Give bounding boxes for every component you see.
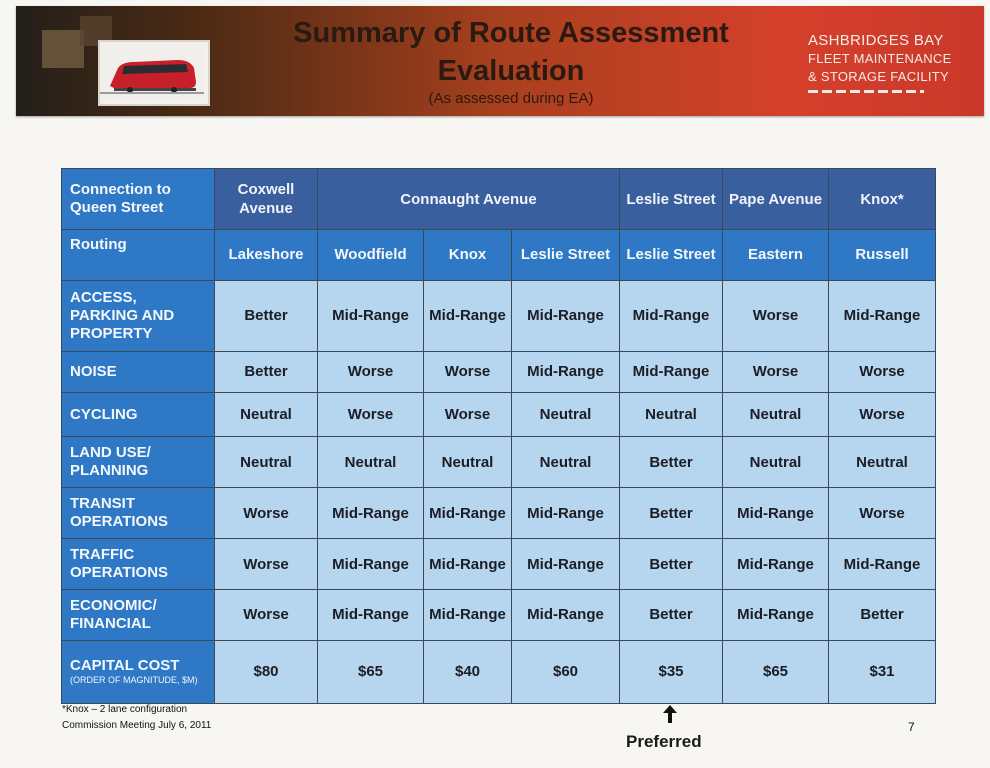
- table-cell: Worse: [424, 392, 512, 437]
- header-row-routing: [62, 230, 936, 281]
- table-cell: Mid-Range: [424, 590, 512, 641]
- table-cell: Better: [620, 488, 723, 539]
- table-row-capital-cost: [62, 640, 936, 703]
- table-row: [62, 488, 936, 539]
- title-banner: [16, 6, 984, 116]
- table-cell: Mid-Range: [723, 488, 829, 539]
- column-header: Knox*: [829, 169, 936, 230]
- route-assessment-table: [61, 168, 936, 704]
- decor-square: [42, 30, 84, 68]
- table-row: [62, 280, 936, 351]
- table-cell: Mid-Range: [723, 539, 829, 590]
- brand-line: & STORAGE FACILITY: [808, 69, 949, 84]
- table-cell: Worse: [318, 352, 424, 393]
- table-cell: $31: [829, 640, 936, 703]
- row-label: ECONOMIC/ FINANCIAL: [62, 590, 215, 641]
- brand-line: FLEET MAINTENANCE: [808, 51, 952, 66]
- table-cell: Mid-Range: [829, 539, 936, 590]
- table-cell: Mid-Range: [424, 280, 512, 351]
- column-header: Pape Avenue: [723, 169, 829, 230]
- header-row-connection: [62, 169, 936, 230]
- row-label: CYCLING: [62, 392, 215, 437]
- arrow-up-icon: [660, 704, 680, 729]
- page-subtitle: (As assessed during EA): [428, 90, 594, 107]
- row-label: LAND USE/ PLANNING: [62, 437, 215, 488]
- table-cell: Mid-Range: [512, 352, 620, 393]
- table-cell: Worse: [215, 590, 318, 641]
- table-cell: Mid-Range: [512, 488, 620, 539]
- table-cell: $35: [620, 640, 723, 703]
- table-cell: Mid-Range: [318, 539, 424, 590]
- table-cell: Better: [620, 590, 723, 641]
- table-cell: Worse: [829, 392, 936, 437]
- table-cell: $65: [318, 640, 424, 703]
- footnote: *Knox – 2 lane configuration: [62, 704, 188, 715]
- table-cell: Mid-Range: [318, 488, 424, 539]
- table-row: [62, 392, 936, 437]
- streetcar-image: [98, 40, 210, 106]
- capital-cost-label: CAPITAL COST: [70, 657, 180, 675]
- table-cell: Worse: [424, 352, 512, 393]
- column-header: Woodfield: [318, 230, 424, 281]
- column-header: Coxwell Avenue: [215, 169, 318, 230]
- table-cell: Better: [215, 280, 318, 351]
- row-label: ACCESS, PARKING AND PROPERTY: [62, 280, 215, 351]
- table-row: [62, 352, 936, 393]
- table-row: [62, 437, 936, 488]
- table-cell: Mid-Range: [512, 280, 620, 351]
- table-row: [62, 590, 936, 641]
- table-cell: Mid-Range: [424, 539, 512, 590]
- table-cell: Mid-Range: [723, 590, 829, 641]
- table-cell: Mid-Range: [512, 590, 620, 641]
- table-cell: Worse: [829, 488, 936, 539]
- table-row: [62, 539, 936, 590]
- table-cell: Better: [620, 437, 723, 488]
- table-cell: Better: [620, 539, 723, 590]
- table-cell: $65: [723, 640, 829, 703]
- table-cell: Neutral: [620, 392, 723, 437]
- table-cell: $40: [424, 640, 512, 703]
- table-cell: Neutral: [723, 392, 829, 437]
- column-header: Knox: [424, 230, 512, 281]
- table-cell: $60: [512, 640, 620, 703]
- table-cell: Mid-Range: [318, 280, 424, 351]
- table-cell: Better: [829, 590, 936, 641]
- row-label: Routing: [62, 230, 215, 281]
- table-cell: Neutral: [424, 437, 512, 488]
- table-cell: Neutral: [215, 437, 318, 488]
- brand-dash-rule: [808, 90, 924, 93]
- table-cell: Worse: [829, 352, 936, 393]
- preferred-label: Preferred: [626, 732, 702, 751]
- table-cell: Neutral: [829, 437, 936, 488]
- table-cell: Neutral: [215, 392, 318, 437]
- table-cell: $80: [215, 640, 318, 703]
- table-cell: Mid-Range: [829, 280, 936, 351]
- table-cell: Mid-Range: [620, 352, 723, 393]
- table-cell: Mid-Range: [620, 280, 723, 351]
- row-label: Connection to Queen Street: [62, 169, 215, 230]
- table-cell: Worse: [318, 392, 424, 437]
- column-header: Leslie Street: [512, 230, 620, 281]
- page-title: Summary of Route Assessment Evaluation: [293, 17, 729, 87]
- page-number: 7: [908, 720, 915, 734]
- table-cell: Worse: [215, 539, 318, 590]
- column-header: Leslie Street: [620, 230, 723, 281]
- meeting-date: Commission Meeting July 6, 2011: [62, 720, 212, 731]
- column-header: Connaught Avenue: [318, 169, 620, 230]
- table-cell: Neutral: [723, 437, 829, 488]
- row-label: TRAFFIC OPERATIONS: [62, 539, 215, 590]
- table-cell: Neutral: [512, 437, 620, 488]
- row-label: NOISE: [62, 352, 215, 393]
- table-cell: Worse: [215, 488, 318, 539]
- table-cell: Worse: [723, 280, 829, 351]
- table-cell: Mid-Range: [318, 590, 424, 641]
- table-cell: Mid-Range: [424, 488, 512, 539]
- column-header: Leslie Street: [620, 169, 723, 230]
- column-header: Russell: [829, 230, 936, 281]
- table-cell: Better: [215, 352, 318, 393]
- brand-logo-text: [808, 32, 978, 93]
- table-cell: Worse: [723, 352, 829, 393]
- column-header: Lakeshore: [215, 230, 318, 281]
- brand-line: ASHBRIDGES BAY: [808, 32, 944, 49]
- column-header: Eastern: [723, 230, 829, 281]
- table-cell: Neutral: [318, 437, 424, 488]
- capital-cost-note: (ORDER OF MAGNITUDE, $M): [70, 675, 198, 686]
- row-label: TRANSIT OPERATIONS: [62, 488, 215, 539]
- table-cell: Neutral: [512, 392, 620, 437]
- table-cell: Mid-Range: [512, 539, 620, 590]
- row-label: [62, 640, 215, 703]
